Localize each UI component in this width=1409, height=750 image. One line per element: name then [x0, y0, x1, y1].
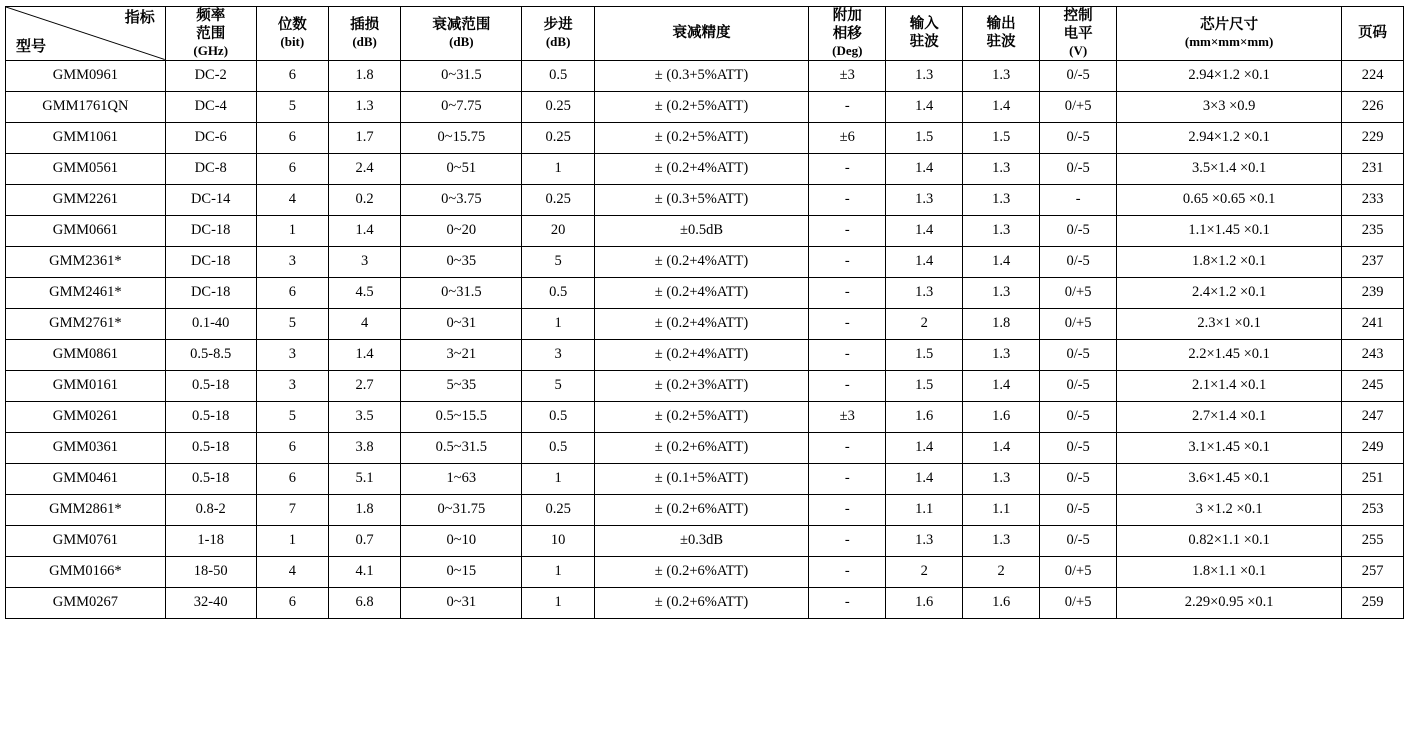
cell-attenuation-range: 0~31.5 [401, 60, 522, 91]
cell-attenuation-accuracy: ± (0.2+4%ATT) [594, 277, 809, 308]
cell-model: GMM0161 [6, 370, 166, 401]
cell-attenuation-accuracy: ±0.3dB [594, 525, 809, 556]
cell-page-number: 245 [1342, 370, 1404, 401]
cell-attenuation-accuracy: ± (0.2+4%ATT) [594, 308, 809, 339]
cell-bits: 1 [256, 215, 328, 246]
cell-input-vswr: 1.3 [886, 277, 963, 308]
cell-model: GMM0761 [6, 525, 166, 556]
table-row [6, 215, 1404, 246]
cell-attenuation-range: 5~35 [401, 370, 522, 401]
cell-page-number: 229 [1342, 122, 1404, 153]
cell-bits: 1 [256, 525, 328, 556]
cell-control-voltage: 0/-5 [1040, 370, 1117, 401]
col-header-output-vswr [963, 7, 1040, 61]
cell-chip-size: 3.5×1.4 ×0.1 [1117, 153, 1342, 184]
cell-output-vswr: 1.3 [963, 60, 1040, 91]
cell-chip-size: 1.8×1.2 ×0.1 [1117, 246, 1342, 277]
cell-page-number: 247 [1342, 401, 1404, 432]
cell-freq-range: DC-6 [165, 122, 256, 153]
cell-control-voltage: 0/-5 [1040, 339, 1117, 370]
cell-insertion-loss: 0.2 [328, 184, 400, 215]
cell-page-number: 251 [1342, 463, 1404, 494]
cell-insertion-loss: 2.7 [328, 370, 400, 401]
cell-input-vswr: 1.6 [886, 587, 963, 618]
table-row [6, 463, 1404, 494]
cell-output-vswr: 1.8 [963, 308, 1040, 339]
cell-input-vswr: 1.4 [886, 153, 963, 184]
cell-phase-shift: - [809, 339, 886, 370]
table-row [6, 60, 1404, 91]
cell-input-vswr: 1.1 [886, 494, 963, 525]
table-row [6, 246, 1404, 277]
cell-control-voltage: 0/-5 [1040, 463, 1117, 494]
cell-model: GMM2861* [6, 494, 166, 525]
cell-control-voltage: 0/-5 [1040, 401, 1117, 432]
header-line-1: 位数 [277, 17, 307, 34]
cell-model: GMM0861 [6, 339, 166, 370]
cell-phase-shift: - [809, 556, 886, 587]
cell-phase-shift: - [809, 153, 886, 184]
cell-bits: 6 [256, 60, 328, 91]
cell-page-number: 233 [1342, 184, 1404, 215]
cell-freq-range: 0.5-18 [165, 370, 256, 401]
cell-bits: 6 [256, 277, 328, 308]
header-line-1: 频率 [196, 8, 226, 24]
cell-page-number: 231 [1342, 153, 1404, 184]
cell-model: GMM2261 [6, 184, 166, 215]
col-header-insertion-loss [328, 7, 400, 61]
cell-attenuation-accuracy: ± (0.2+6%ATT) [594, 432, 809, 463]
cell-step: 1 [522, 587, 594, 618]
cell-input-vswr: 1.3 [886, 184, 963, 215]
cell-chip-size: 0.65 ×0.65 ×0.1 [1117, 184, 1342, 215]
cell-phase-shift: - [809, 184, 886, 215]
cell-chip-size: 2.4×1.2 ×0.1 [1117, 277, 1342, 308]
cell-chip-size: 1.8×1.1 ×0.1 [1117, 556, 1342, 587]
cell-chip-size: 2.7×1.4 ×0.1 [1117, 401, 1342, 432]
header-line-1: 插损 [350, 17, 380, 34]
cell-page-number: 253 [1342, 494, 1404, 525]
cell-freq-range: 0.5-18 [165, 401, 256, 432]
cell-attenuation-range: 0~7.75 [401, 91, 522, 122]
cell-attenuation-range: 0~35 [401, 246, 522, 277]
header-line-1: 输出 [986, 16, 1016, 33]
cell-freq-range: DC-18 [165, 215, 256, 246]
cell-output-vswr: 1.3 [963, 339, 1040, 370]
cell-attenuation-accuracy: ± (0.2+4%ATT) [594, 246, 809, 277]
header-unit: (dB) [449, 34, 474, 50]
cell-bits: 6 [256, 587, 328, 618]
cell-phase-shift: ±3 [809, 401, 886, 432]
cell-phase-shift: - [809, 432, 886, 463]
cell-bits: 7 [256, 494, 328, 525]
cell-output-vswr: 1.3 [963, 184, 1040, 215]
cell-attenuation-range: 0~15 [401, 556, 522, 587]
cell-attenuation-range: 0.5~31.5 [401, 432, 522, 463]
cell-attenuation-accuracy: ± (0.2+3%ATT) [594, 370, 809, 401]
col-header-chip-size [1117, 7, 1342, 61]
cell-input-vswr: 1.4 [886, 91, 963, 122]
col-header-input-vswr [886, 7, 963, 61]
cell-output-vswr: 2 [963, 556, 1040, 587]
col-header-phase-shift [809, 7, 886, 61]
col-header-freq-range [165, 7, 256, 61]
cell-insertion-loss: 1.8 [328, 494, 400, 525]
cell-phase-shift: - [809, 215, 886, 246]
cell-page-number: 235 [1342, 215, 1404, 246]
cell-step: 1 [522, 556, 594, 587]
header-line-1: 输入 [909, 16, 939, 33]
cell-output-vswr: 1.4 [963, 246, 1040, 277]
cell-attenuation-accuracy: ± (0.2+4%ATT) [594, 339, 809, 370]
cell-insertion-loss: 1.3 [328, 91, 400, 122]
cell-page-number: 226 [1342, 91, 1404, 122]
cell-attenuation-range: 0~15.75 [401, 122, 522, 153]
col-header-control-voltage [1040, 7, 1117, 61]
cell-control-voltage: 0/+5 [1040, 587, 1117, 618]
cell-chip-size: 2.2×1.45 ×0.1 [1117, 339, 1342, 370]
cell-phase-shift: ±6 [809, 122, 886, 153]
header-row [6, 7, 1404, 61]
cell-phase-shift: - [809, 277, 886, 308]
cell-model: GMM0961 [6, 60, 166, 91]
cell-freq-range: DC-14 [165, 184, 256, 215]
cell-phase-shift: ±3 [809, 60, 886, 91]
cell-phase-shift: - [809, 494, 886, 525]
cell-insertion-loss: 1.4 [328, 215, 400, 246]
cell-chip-size: 2.3×1 ×0.1 [1117, 308, 1342, 339]
cell-input-vswr: 2 [886, 308, 963, 339]
cell-attenuation-accuracy: ± (0.1+5%ATT) [594, 463, 809, 494]
cell-model: GMM0267 [6, 587, 166, 618]
cell-attenuation-range: 0~10 [401, 525, 522, 556]
cell-input-vswr: 2 [886, 556, 963, 587]
cell-output-vswr: 1.3 [963, 463, 1040, 494]
cell-chip-size: 0.82×1.1 ×0.1 [1117, 525, 1342, 556]
cell-page-number: 259 [1342, 587, 1404, 618]
cell-insertion-loss: 1.7 [328, 122, 400, 153]
cell-step: 3 [522, 339, 594, 370]
cell-bits: 4 [256, 184, 328, 215]
cell-attenuation-range: 0~51 [401, 153, 522, 184]
cell-attenuation-accuracy: ± (0.2+6%ATT) [594, 587, 809, 618]
col-header-bits [256, 7, 328, 61]
header-line-1: 页码 [1358, 25, 1388, 42]
cell-phase-shift: - [809, 587, 886, 618]
cell-attenuation-accuracy: ±0.5dB [594, 215, 809, 246]
cell-freq-range: 32-40 [165, 587, 256, 618]
cell-input-vswr: 1.4 [886, 463, 963, 494]
cell-freq-range: DC-18 [165, 246, 256, 277]
cell-bits: 4 [256, 556, 328, 587]
cell-freq-range: DC-8 [165, 153, 256, 184]
cell-output-vswr: 1.3 [963, 215, 1040, 246]
cell-control-voltage: 0/+5 [1040, 308, 1117, 339]
cell-attenuation-accuracy: ± (0.2+5%ATT) [594, 401, 809, 432]
cell-page-number: 239 [1342, 277, 1404, 308]
header-line-2: 相移 [832, 26, 862, 43]
header-line-2: 驻波 [986, 34, 1016, 51]
cell-bits: 6 [256, 463, 328, 494]
cell-attenuation-accuracy: ± (0.2+5%ATT) [594, 122, 809, 153]
cell-insertion-loss: 3.5 [328, 401, 400, 432]
cell-attenuation-range: 3~21 [401, 339, 522, 370]
header-unit: (bit) [280, 34, 305, 50]
header-unit: (Deg) [832, 43, 863, 59]
cell-bits: 5 [256, 91, 328, 122]
cell-attenuation-accuracy: ± (0.2+5%ATT) [594, 91, 809, 122]
cell-model: GMM2461* [6, 277, 166, 308]
cell-phase-shift: - [809, 246, 886, 277]
cell-output-vswr: 1.3 [963, 153, 1040, 184]
cell-input-vswr: 1.5 [886, 370, 963, 401]
cell-chip-size: 2.29×0.95 ×0.1 [1117, 587, 1342, 618]
table-row [6, 339, 1404, 370]
header-line-2: 电平 [1063, 26, 1093, 43]
cell-insertion-loss: 4 [328, 308, 400, 339]
cell-attenuation-accuracy: ± (0.2+6%ATT) [594, 556, 809, 587]
cell-input-vswr: 1.5 [886, 122, 963, 153]
col-header-step [522, 7, 594, 61]
cell-chip-size: 2.94×1.2 ×0.1 [1117, 122, 1342, 153]
cell-freq-range: 0.5-18 [165, 463, 256, 494]
header-line-1: 衰减范围 [432, 17, 491, 34]
cell-page-number: 241 [1342, 308, 1404, 339]
table-row [6, 277, 1404, 308]
cell-input-vswr: 1.4 [886, 215, 963, 246]
cell-bits: 5 [256, 308, 328, 339]
cell-control-voltage: 0/-5 [1040, 153, 1117, 184]
cell-control-voltage: 0/-5 [1040, 122, 1117, 153]
table-row [6, 370, 1404, 401]
cell-page-number: 255 [1342, 525, 1404, 556]
cell-step: 0.5 [522, 60, 594, 91]
table-header [6, 7, 1404, 61]
cell-step: 0.5 [522, 401, 594, 432]
cell-step: 1 [522, 463, 594, 494]
cell-page-number: 224 [1342, 60, 1404, 91]
cell-step: 10 [522, 525, 594, 556]
header-unit: (V) [1069, 43, 1088, 59]
cell-attenuation-range: 0.5~15.5 [401, 401, 522, 432]
header-line-2: 范围 [196, 26, 226, 43]
header-line-2: 驻波 [909, 34, 939, 51]
header-line-1: 芯片尺寸 [1200, 17, 1259, 34]
cell-output-vswr: 1.5 [963, 122, 1040, 153]
cell-page-number: 237 [1342, 246, 1404, 277]
cell-control-voltage: 0/-5 [1040, 432, 1117, 463]
cell-control-voltage: 0/+5 [1040, 277, 1117, 308]
cell-model: GMM0561 [6, 153, 166, 184]
cell-step: 5 [522, 246, 594, 277]
cell-step: 0.5 [522, 432, 594, 463]
cell-model: GMM0661 [6, 215, 166, 246]
cell-phase-shift: - [809, 91, 886, 122]
cell-chip-size: 3 ×1.2 ×0.1 [1117, 494, 1342, 525]
cell-attenuation-accuracy: ± (0.3+5%ATT) [594, 60, 809, 91]
cell-control-voltage: 0/-5 [1040, 494, 1117, 525]
cell-freq-range: DC-2 [165, 60, 256, 91]
cell-chip-size: 2.94×1.2 ×0.1 [1117, 60, 1342, 91]
cell-model: GMM1061 [6, 122, 166, 153]
header-unit: (mm×mm×mm) [1184, 34, 1274, 50]
cell-input-vswr: 1.4 [886, 246, 963, 277]
cell-freq-range: 1-18 [165, 525, 256, 556]
cell-phase-shift: - [809, 370, 886, 401]
cell-bits: 6 [256, 432, 328, 463]
cell-insertion-loss: 5.1 [328, 463, 400, 494]
header-line-1: 控制 [1063, 8, 1093, 24]
cell-control-voltage: - [1040, 184, 1117, 215]
cell-chip-size: 3.1×1.45 ×0.1 [1117, 432, 1342, 463]
cell-insertion-loss: 4.1 [328, 556, 400, 587]
cell-insertion-loss: 6.8 [328, 587, 400, 618]
cell-step: 0.25 [522, 122, 594, 153]
cell-control-voltage: 0/-5 [1040, 525, 1117, 556]
cell-page-number: 257 [1342, 556, 1404, 587]
cell-input-vswr: 1.5 [886, 339, 963, 370]
cell-control-voltage: 0/-5 [1040, 215, 1117, 246]
cell-control-voltage: 0/-5 [1040, 60, 1117, 91]
cell-chip-size: 3.6×1.45 ×0.1 [1117, 463, 1342, 494]
table-body [6, 60, 1404, 618]
cell-bits: 5 [256, 401, 328, 432]
header-line-1: 附加 [832, 8, 862, 24]
cell-phase-shift: - [809, 463, 886, 494]
cell-attenuation-accuracy: ± (0.3+5%ATT) [594, 184, 809, 215]
cell-output-vswr: 1.6 [963, 587, 1040, 618]
cell-insertion-loss: 3.8 [328, 432, 400, 463]
header-unit: (GHz) [193, 43, 229, 59]
cell-phase-shift: - [809, 525, 886, 556]
corner-model-label: 型号 [16, 39, 47, 56]
cell-freq-range: 0.8-2 [165, 494, 256, 525]
cell-attenuation-accuracy: ± (0.2+6%ATT) [594, 494, 809, 525]
header-unit: (dB) [545, 34, 571, 50]
cell-chip-size: 1.1×1.45 ×0.1 [1117, 215, 1342, 246]
table-row [6, 153, 1404, 184]
cell-control-voltage: 0/-5 [1040, 246, 1117, 277]
table-row [6, 556, 1404, 587]
cell-output-vswr: 1.4 [963, 370, 1040, 401]
cell-output-vswr: 1.4 [963, 91, 1040, 122]
cell-insertion-loss: 2.4 [328, 153, 400, 184]
cell-step: 5 [522, 370, 594, 401]
cell-step: 0.25 [522, 494, 594, 525]
cell-control-voltage: 0/+5 [1040, 91, 1117, 122]
cell-step: 20 [522, 215, 594, 246]
cell-insertion-loss: 1.4 [328, 339, 400, 370]
cell-freq-range: DC-4 [165, 91, 256, 122]
cell-phase-shift: - [809, 308, 886, 339]
cell-bits: 3 [256, 339, 328, 370]
cell-model: GMM0261 [6, 401, 166, 432]
cell-bits: 3 [256, 370, 328, 401]
col-header-attenuation-range [401, 7, 522, 61]
cell-insertion-loss: 4.5 [328, 277, 400, 308]
corner-header-cell [6, 7, 166, 61]
cell-output-vswr: 1.4 [963, 432, 1040, 463]
cell-insertion-loss: 1.8 [328, 60, 400, 91]
cell-attenuation-range: 0~20 [401, 215, 522, 246]
cell-control-voltage: 0/+5 [1040, 556, 1117, 587]
cell-bits: 6 [256, 122, 328, 153]
cell-input-vswr: 1.4 [886, 432, 963, 463]
table-row [6, 494, 1404, 525]
cell-output-vswr: 1.3 [963, 525, 1040, 556]
table-row [6, 184, 1404, 215]
table-row [6, 432, 1404, 463]
cell-page-number: 243 [1342, 339, 1404, 370]
col-header-page-number [1342, 7, 1404, 61]
cell-input-vswr: 1.3 [886, 525, 963, 556]
table-row [6, 525, 1404, 556]
cell-step: 0.5 [522, 277, 594, 308]
cell-attenuation-range: 0~31.75 [401, 494, 522, 525]
cell-output-vswr: 1.1 [963, 494, 1040, 525]
header-line-1: 衰减精度 [672, 25, 731, 42]
cell-step: 1 [522, 153, 594, 184]
cell-step: 0.25 [522, 184, 594, 215]
header-line-1: 步进 [543, 17, 573, 34]
cell-freq-range: 0.5-18 [165, 432, 256, 463]
table-row [6, 587, 1404, 618]
table-row [6, 308, 1404, 339]
cell-bits: 6 [256, 153, 328, 184]
cell-attenuation-range: 0~3.75 [401, 184, 522, 215]
cell-freq-range: 0.1-40 [165, 308, 256, 339]
cell-page-number: 249 [1342, 432, 1404, 463]
cell-model: GMM0461 [6, 463, 166, 494]
corner-metric-label: 指标 [124, 10, 155, 26]
cell-attenuation-range: 0~31 [401, 308, 522, 339]
cell-step: 1 [522, 308, 594, 339]
cell-input-vswr: 1.6 [886, 401, 963, 432]
col-header-attenuation-accuracy [594, 7, 809, 61]
cell-bits: 3 [256, 246, 328, 277]
table-row [6, 401, 1404, 432]
cell-model: GMM1761QN [6, 91, 166, 122]
cell-model: GMM0166* [6, 556, 166, 587]
cell-output-vswr: 1.3 [963, 277, 1040, 308]
cell-insertion-loss: 0.7 [328, 525, 400, 556]
cell-attenuation-range: 0~31.5 [401, 277, 522, 308]
cell-attenuation-range: 1~63 [401, 463, 522, 494]
cell-freq-range: 18-50 [165, 556, 256, 587]
cell-model: GMM2361* [6, 246, 166, 277]
cell-attenuation-range: 0~31 [401, 587, 522, 618]
specification-table [5, 6, 1404, 619]
cell-model: GMM0361 [6, 432, 166, 463]
cell-model: GMM2761* [6, 308, 166, 339]
cell-freq-range: 0.5-8.5 [165, 339, 256, 370]
cell-input-vswr: 1.3 [886, 60, 963, 91]
cell-attenuation-accuracy: ± (0.2+4%ATT) [594, 153, 809, 184]
cell-step: 0.25 [522, 91, 594, 122]
cell-chip-size: 2.1×1.4 ×0.1 [1117, 370, 1342, 401]
cell-insertion-loss: 3 [328, 246, 400, 277]
cell-chip-size: 3×3 ×0.9 [1117, 91, 1342, 122]
table-row [6, 91, 1404, 122]
header-unit: (dB) [352, 34, 377, 50]
cell-output-vswr: 1.6 [963, 401, 1040, 432]
table-row [6, 122, 1404, 153]
cell-freq-range: DC-18 [165, 277, 256, 308]
